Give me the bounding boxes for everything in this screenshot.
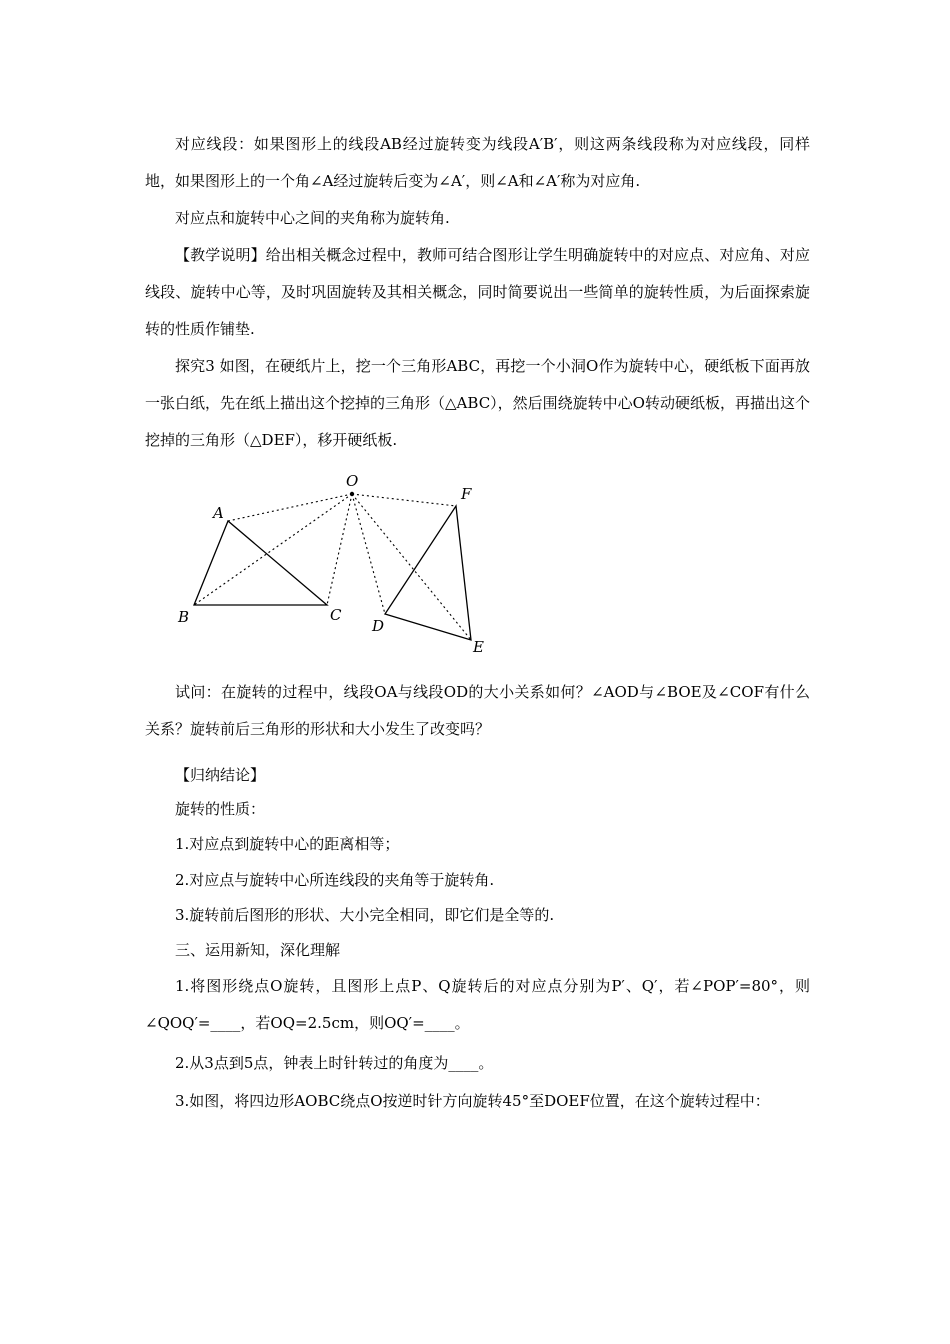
label-d: D: [372, 617, 385, 635]
label-b: B: [178, 608, 190, 626]
exercise-3: 3.如图，将四边形AOBC绕点O按逆时针方向旋转45°至DOEF位置，在这个旋转过程中：: [175, 1092, 770, 1110]
triangle-abc: [194, 521, 327, 605]
label-c: C: [330, 606, 342, 624]
property-1: 1.对应点到旋转中心的距离相等；: [175, 835, 400, 853]
heading-conclusion: 【归纳结论】: [175, 766, 266, 784]
paragraph-exploration-3: 探究3 如图，在硬纸片上，挖一个三角形ABC，再挖一个小洞O作为旋转中心，硬纸板下面再放一张白纸，先在纸上描出这个挖掉的三角形（△ABC），然后围绕旋转中心O转动硬纸板，再描出这个挖掉的三角形（△DEF），移开硬纸板.: [145, 357, 810, 449]
rotation-properties-label: 旋转的性质：: [175, 800, 266, 818]
label-e: E: [473, 638, 484, 656]
exercise-1: 1.将图形绕点O旋转，且图形上点P、Q旋转后的对应点分别为P′、Q′，若∠POP′=80°，则∠QOQ′=____，若OQ=2.5cm，则OQ′=____。: [145, 977, 810, 1032]
triangle-def: [385, 506, 471, 640]
center-point-o: [350, 492, 354, 496]
section-heading-apply: 三、运用新知，深化理解: [175, 941, 341, 959]
paragraph-corresponding-segment: 对应线段：如果图形上的线段AB经过旋转变为线段A′B′，则这两条线段称为对应线段，同样地，如果图形上的一个角∠A经过旋转后变为∠A′，则∠A和∠A′称为对应角.: [145, 135, 810, 190]
property-3: 3.旋转前后图形的形状、大小完全相同，即它们是全等的.: [175, 906, 555, 924]
property-2: 2.对应点与旋转中心所连线段的夹角等于旋转角.: [175, 871, 495, 889]
label-a: A: [213, 504, 224, 522]
paragraph-teaching-note: 【教学说明】给出相关概念过程中，教师可结合图形让学生明确旋转中的对应点、对应角、对应线段、旋转中心等，及时巩固旋转及其相关概念，同时简要说出一些简单的旋转性质，为后面探索旋转的性质作铺垫.: [145, 246, 810, 338]
exercise-2: 2.从3点到5点，钟表上时针转过的角度为____。: [175, 1054, 494, 1072]
rotation-figure: [170, 470, 500, 660]
label-o: O: [346, 472, 359, 490]
paragraph-rotation-angle: 对应点和旋转中心之间的夹角称为旋转角.: [175, 209, 450, 227]
label-f: F: [461, 485, 472, 503]
paragraph-question: 试问：在旋转的过程中，线段OA与线段OD的大小关系如何？∠AOD与∠BOE及∠COF有什么关系？旋转前后三角形的形状和大小发生了改变吗？: [145, 683, 810, 738]
